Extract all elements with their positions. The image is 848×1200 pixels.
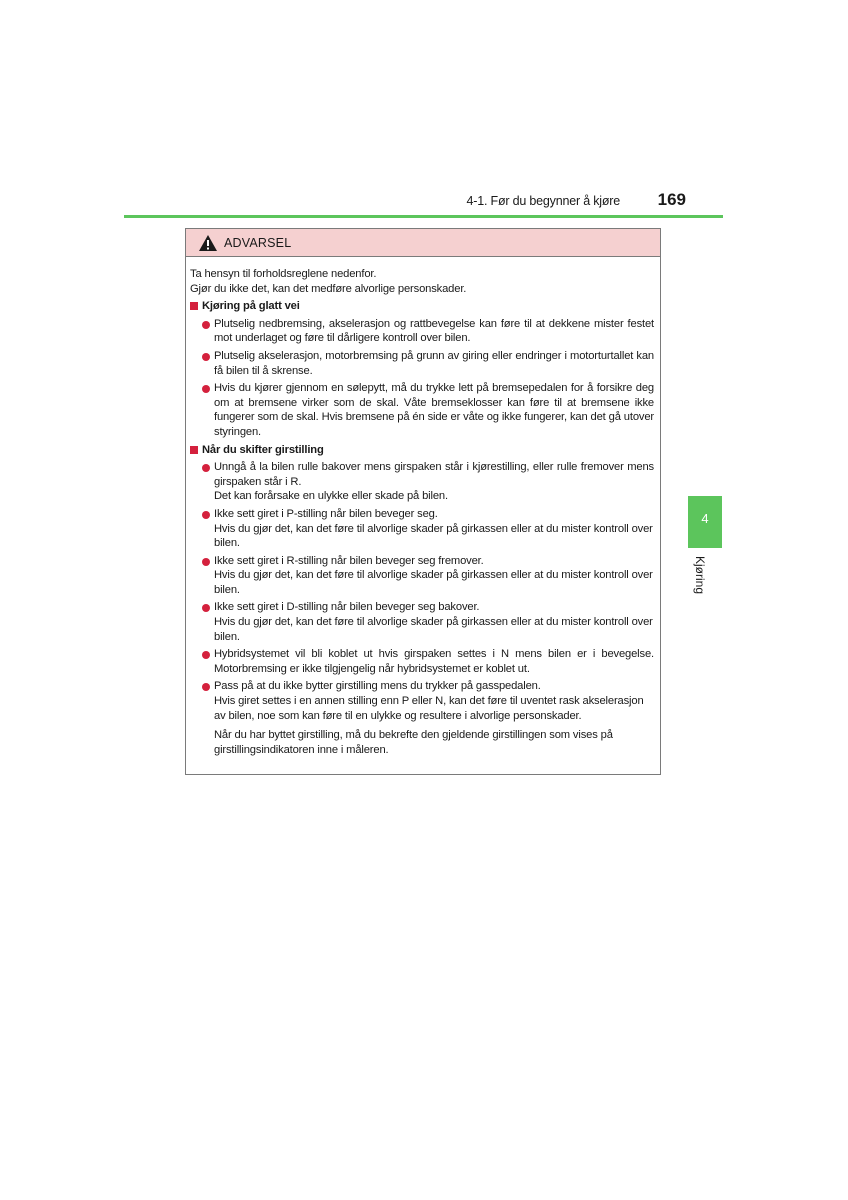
intro-line: Gjør du ikke det, kan det medføre alvorlige personskader.	[190, 282, 467, 295]
warning-triangle-icon	[198, 234, 218, 252]
list-item	[190, 381, 654, 439]
list-item-text: Hybridsystemet vil bli koblet ut hvis girspaken settes i N mens bilen er i bevegelse. Motorbremsing er ikke tilgjengelig når hybridsystemet er koblet ut.	[214, 648, 654, 675]
section-slippery-road	[190, 299, 654, 439]
list-item-subtext: Det kan forårsake en ulykke eller skade på bilen.	[214, 490, 448, 503]
list-item-text: Unngå å la bilen rulle bakover mens girspaken står i kjørestilling, eller rulle fremover mens girspaken står i R.	[214, 461, 654, 488]
list-item-text: Hvis du kjører gjennom en sølepytt, må du trykke lett på bremsepedalen for å forsikre deg om at bremsene virker som de skal. Våte bremseklosser kan føre til at bremsene ikke fungerer som de skal. Hvis bremsene på én side er våte og ikke fungerer, kan det gå utover styringen.	[214, 382, 654, 438]
section-title: 4-1. Før du begynner å kjøre	[466, 194, 620, 208]
note-text: Når du har byttet girstilling, må du bekrefte den gjeldende girstillingen som vises på girstillingsindikatoren inne i måleren.	[214, 729, 613, 756]
list-item-text: Ikke sett giret i R-stilling når bilen beveger seg fremover.	[214, 554, 484, 567]
section-heading	[190, 299, 654, 314]
round-bullet-icon	[202, 651, 210, 659]
list-item	[190, 554, 654, 598]
list-item	[190, 600, 654, 644]
round-bullet-icon	[202, 385, 210, 393]
square-bullet-icon	[190, 446, 198, 454]
section-heading	[190, 443, 654, 458]
round-bullet-icon	[202, 321, 210, 329]
intro-line: Ta hensyn til forholdsreglene nedenfor.	[190, 268, 377, 280]
round-bullet-icon	[202, 511, 210, 519]
round-bullet-icon	[202, 353, 210, 361]
square-bullet-icon	[190, 302, 198, 310]
list-item-subtext: Hvis du gjør det, kan det føre til alvorlige skader på girkassen eller at du mister kontroll over bilen.	[214, 569, 653, 596]
header-divider	[124, 215, 723, 218]
list-item-subtext: Hvis giret settes i en annen stilling enn P eller N, kan det føre til uventet rask akselerasjon av bilen, noe som kan føre til en ulykke og resultere i alvorlige personskader.	[214, 695, 644, 722]
section-note	[190, 728, 654, 757]
list-item	[190, 460, 654, 504]
warning-box	[185, 228, 661, 775]
list-item-text: Ikke sett giret i D-stilling når bilen beveger seg bakover.	[214, 601, 480, 614]
page-number: 169	[657, 190, 686, 209]
round-bullet-icon	[202, 683, 210, 691]
list-item	[190, 349, 654, 378]
section-heading-text: Når du skifter girstilling	[202, 443, 324, 456]
warning-body	[186, 257, 660, 757]
list-item-text: Pass på at du ikke bytter girstilling mens du trykker på gasspedalen.	[214, 680, 541, 693]
list-item-text: Plutselig nedbremsing, akselerasjon og rattbevegelse kan føre til at dekkene mister festet mot underlaget og føre til dårligere kontroll over bilen.	[214, 317, 654, 345]
list-item-subtext: Hvis du gjør det, kan det føre til alvorlige skader på girkassen eller at du mister kontroll over bilen.	[214, 522, 653, 550]
chapter-tab: 4	[688, 496, 722, 548]
list-item-text: Ikke sett giret i P-stilling når bilen beveger seg.	[214, 507, 438, 520]
round-bullet-icon	[202, 464, 210, 472]
warning-intro	[190, 267, 654, 296]
round-bullet-icon	[202, 604, 210, 612]
warning-title: ADVARSEL	[224, 235, 292, 250]
list-item	[190, 317, 654, 346]
chapter-label: Kjøring	[693, 556, 707, 595]
list-item	[190, 507, 654, 551]
round-bullet-icon	[202, 558, 210, 566]
section-shifting-gears	[190, 443, 654, 758]
list-item-subtext: Hvis du gjør det, kan det føre til alvorlige skader på girkassen eller at du mister kontroll over bilen.	[214, 616, 653, 643]
list-item-text: Plutselig akselerasjon, motorbremsing på grunn av giring eller endringer i motorturtallet kan få bilen til å skrense.	[214, 349, 654, 377]
section-heading-text: Kjøring på glatt vei	[202, 300, 300, 313]
warning-header	[186, 229, 660, 257]
list-item	[190, 647, 654, 676]
list-item	[190, 679, 654, 723]
